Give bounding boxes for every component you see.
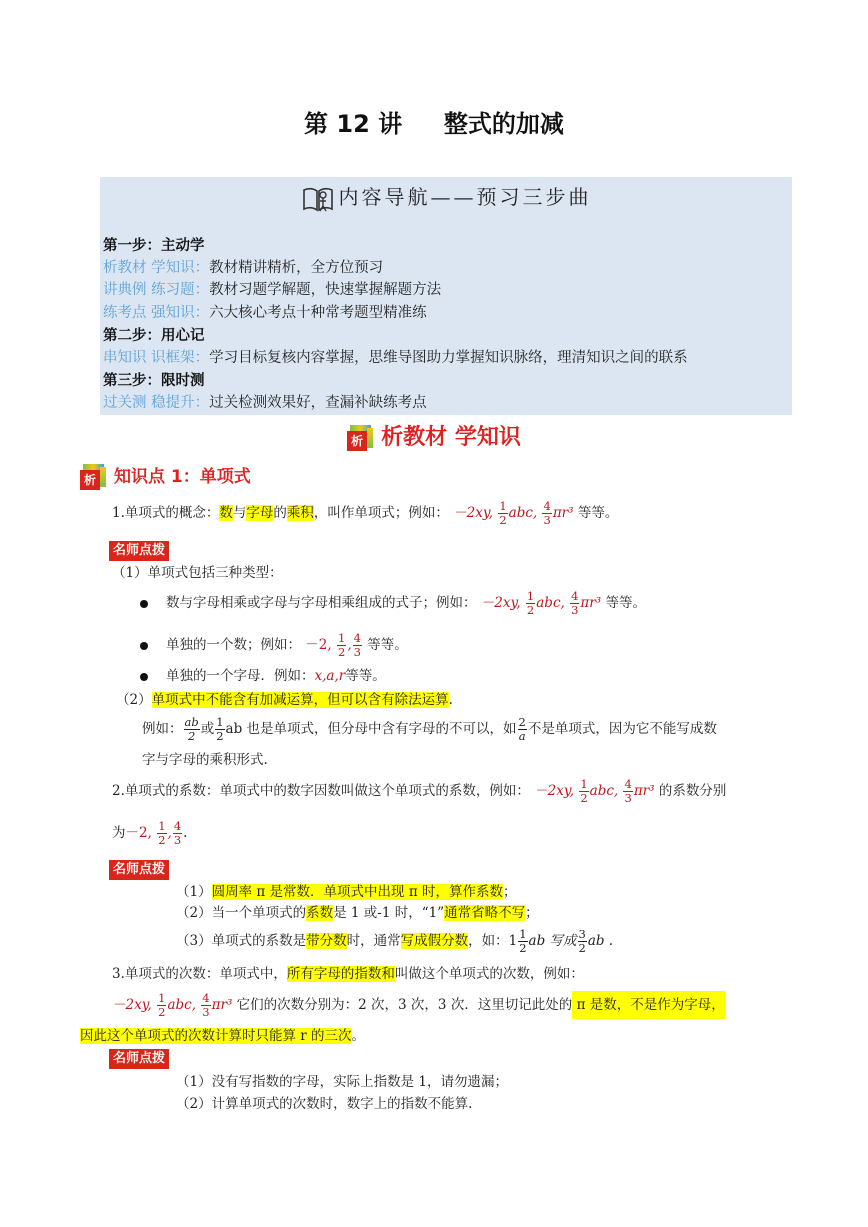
- coefficient-values: 为－2, $\frac{1}{2}$ , $\frac{4}{3}$ .: [112, 819, 188, 847]
- degree-example: －2xy, $\frac{1}{2}$ abc, $\frac{4}{3}$ πr³ 它们的次数分别为：2 次，3 次，3 次．这里切记此处的 π 是数，不是作为字母，: [112, 991, 725, 1019]
- content-navigation-box: [100, 177, 792, 415]
- bullet-item: 单独的一个数；例如： －2, $\frac{1}{2}$ , $\frac{4}{3}$ 等等。: [140, 632, 408, 659]
- bullet-item: 单独的一个字母．例如：x,a,r等等。: [140, 664, 386, 688]
- page-title: 第 12 讲 整式的加减: [304, 110, 564, 138]
- bullet-icon: [140, 673, 148, 681]
- teacher-tip-badge: 名师点拨: [109, 860, 169, 880]
- teacher-tip-badge: 名师点拨: [109, 1049, 169, 1069]
- bullet-item: 数与字母相乘或字母与字母相乘组成的式子；例如： －2xy, $\frac{1}{2}$ abc, $\frac{4}{3}$ πr³ 等等。: [140, 590, 646, 617]
- knowledge-point-heading: [80, 462, 251, 490]
- nav-heading-text: 内容导航——预习三步曲: [338, 185, 592, 209]
- tip-line: （2）当一个单项式的系数是 1 或-1 时，“1”通常省略不写；: [176, 905, 539, 921]
- nav-step-heading: 第三步：限时测: [103, 373, 205, 389]
- cube-icon: 析: [347, 425, 373, 451]
- bullet-icon: [140, 600, 148, 608]
- nav-item: [103, 347, 688, 369]
- nav-item: [103, 279, 441, 301]
- tip-line: （2）单项式中不能含有加减运算，但可以含有除法运算.: [116, 692, 453, 708]
- degree-definition: 3.单项式的次数：单项式中，所有字母的指数和叫做这个单项式的次数，例如：: [112, 966, 584, 982]
- section-header: [0, 420, 868, 451]
- nav-item-desc: 教材习题学解题，快速掌握解题方法: [209, 282, 442, 298]
- section-title: 析教材 学知识: [381, 425, 521, 450]
- teacher-tip-badge: 名师点拨: [109, 541, 169, 561]
- book-reader-icon: [301, 182, 335, 216]
- knowledge-point-title: 知识点 1：单项式: [114, 467, 251, 487]
- nav-item-desc: 学习目标复核内容掌握，思维导图助力掌握知识脉络，理清知识之间的联系: [209, 350, 688, 366]
- nav-item: [103, 257, 383, 279]
- coefficient-definition: 2.单项式的系数：单项式中的数字因数叫做这个单项式的系数，例如： －2xy, $\frac{1}{2}$ abc, $\frac{4}{3}$ πr³ 的系数分别: [112, 777, 727, 805]
- nav-step-heading: 第一步：主动学: [103, 238, 205, 254]
- nav-item-desc: 过关检测效果好，查漏补缺练考点: [209, 395, 427, 411]
- nav-item-desc: 教材精讲精析，全方位预习: [209, 260, 384, 276]
- tip-line: （3）单项式的系数是带分数时，通常写成假分数，如：1 $\frac{1}{2}$ ab 写成 $\frac{3}{2}$ ab .: [176, 927, 614, 955]
- nav-item-tag: 过关测 稳提升：: [103, 395, 210, 411]
- tip-line: （1）圆周率 π 是常数．单项式中出现 π 时，算作系数；: [176, 884, 517, 900]
- math-example: －2xy, $\frac{1}{2}$ abc, $\frac{4}{3}$ πr³: [453, 499, 574, 527]
- degree-note: 因此这个单项式的次数计算时只能算 r 的三次。: [80, 1028, 366, 1044]
- nav-step-heading: 第二步：用心记: [103, 328, 205, 344]
- cube-icon: 析: [80, 464, 106, 490]
- bullet-icon: [140, 642, 148, 650]
- nav-item-tag: 讲典例 练习题：: [103, 282, 210, 298]
- tip-line: （1）单项式包括三种类型：: [112, 565, 283, 581]
- tip-line: （2）计算单项式的次数时，数字上的指数不能算.: [176, 1096, 473, 1112]
- nav-item: [103, 392, 427, 414]
- tip-line: （1）没有写指数的字母，实际上指数是 1，请勿遗漏；: [176, 1074, 508, 1090]
- nav-item: [103, 302, 427, 324]
- monomial-definition: 1.单项式的概念：数与字母的乘积，叫作单项式；例如： －2xy, $\frac{1}{2}$ abc, $\frac{4}{3}$ πr³ 等等。: [112, 499, 619, 527]
- nav-item-desc: 六大核心考点十种常考题型精准练: [209, 305, 427, 321]
- example-line: 字与字母的乘积形式.: [142, 752, 268, 768]
- example-line: 例如： $\frac{ab}{2}$ 或 $\frac{1}{2}$ ab 也是单项式，但分母中含有字母的不可以，如 $\frac{2}{a}$ 不是单项式，因为它不能写成数: [142, 715, 717, 743]
- nav-heading: [100, 181, 792, 216]
- nav-item-tag: 串知识 识框架：: [103, 350, 210, 366]
- nav-item-tag: 练考点 强知识：: [103, 305, 210, 321]
- nav-item-tag: 析教材 学知识：: [103, 260, 210, 276]
